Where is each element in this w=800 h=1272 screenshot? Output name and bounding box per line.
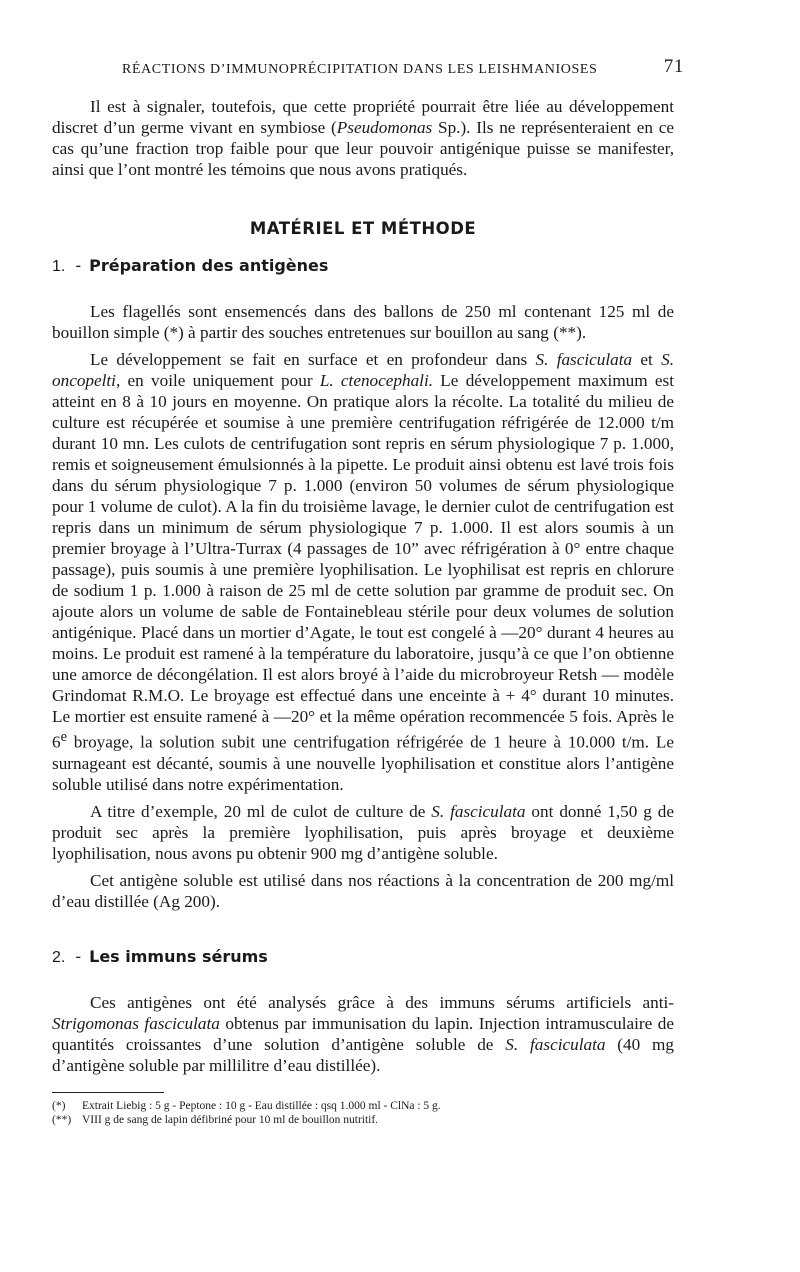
subsection-heading-1: 1. - Préparation des antigènes	[52, 256, 329, 275]
footnote-rule	[52, 1092, 164, 1093]
footnote-1: (*) Extrait Liebig : 5 g - Peptone : 10 g - Eau distillée : qsq 1.000 ml - ClNa : 5 g.	[52, 1099, 441, 1112]
body-text	[52, 96, 674, 1127]
running-title: RÉACTIONS D’IMMUNOPRÉCIPITATION DANS LES LEISHMANIOSES	[122, 62, 598, 77]
footnote-2: (**) VIII g de sang de lapin défibriné pour 10 ml de bouillon nutritif.	[52, 1113, 379, 1126]
page-number: 71	[663, 56, 684, 77]
subsection-heading-2: 2. - Les immuns sérums	[52, 946, 268, 966]
paragraph-flagellates: Les flagellés sont ensemencés dans des ballons de 250 ml contenant 125 ml de bouillon simple (*) à partir des souches entretenues sur bouillon au sang (**).	[52, 302, 674, 342]
paragraph-development: Le développement se fait en surface et en profondeur dans S. fasciculata et S. oncopelti, en voile uniquement pour L. ctenocephali. Le développement maximum est atteint en 8 à 10 jours en moyenne. On pratique alors la récolte. La totalité du milieu de culture est récupérée et soumise à une première centrifugation réfrigérée de 12.000 t/m durant 10 mn. Les culots de centrifugation sont repris en sérum physiologique 7 p. 1.000, remis et soigneusement émulsionnés à la pipette. Le produit ainsi obtenu est lavé trois fois dans du sérum physiologique 7 p. 1.000 (environ 50 volumes de sérum physiologique pour 1 volume de culot). A la fin du troisième lavage, le dernier culot de centrifugation est repris dans un minimum de sérum physiologique 7 p. 1.000. Il est alors soumis à un premier broyage à l’Ultra-Turrax (4 passages de 10” avec réfrigération à 0° entre chaque passage), puis soumis à une première lyophilisation. Le lyophilisat est repris en chlorure de sodium 1 p. 1.000 à raison de 25 ml de cette solution par gramme de produit sec. On ajoute alors un volume de sable de Fontainebleau stérile pour deux volumes de solution antigénique. Placé dans un mortier d’Agate, le tout est congelé à —20° durant 4 heures au moins. Le produit est ramené à la température du laboratoire, jusqu’à ce que l’on obtienne une amorce de décongélation. Il est alors broyé à l’aide du microbroyeur Retsh — modèle Grindomat R.M.O. Le broyage est effectué dans une enceinte à + 4° durant 10 minutes. Le mortier est ensuite ramené à —20° et la même opération recommencée 5 fois. Après le 6e broyage, la solution subit une centrifugation réfrigérée de 1 heure à 10.000 t/m. Le surnageant est décanté, soumis à une nouvelle lyophilisation et constitue alors l’antigène soluble utilisé dans notre expérimentation.	[52, 350, 674, 794]
paragraph-concentration: Cet antigène soluble est utilisé dans nos réactions à la concentration de 200 mg/ml d’eau distillée (Ag 200).	[52, 870, 674, 911]
paragraph-example: A titre d’exemple, 20 ml de culot de culture de S. fasciculata ont donné 1,50 g de produit sec après la première lyophilisation, puis après broyage et deuxième lyophilisation, nous avons pu obtenir 900 mg d’antigène soluble.	[52, 801, 674, 863]
section-title: MATÉRIEL ET MÉTHODE	[249, 219, 477, 238]
paragraph-immune-sera: Ces antigènes ont été analysés grâce à des immuns sérums artificiels anti-Strigomonas fasciculata obtenus par immunisation du lapin. Injection intramusculaire de quantités croissantes d’une solution d’antigène soluble de S. fasciculata (40 mg d’antigène soluble par millilitre d’eau distillée).	[52, 992, 674, 1075]
intro-paragraph: Il est à signaler, toutefois, que cette propriété pourrait être liée au développement discret d’un germe vivant en symbiose (Pseudomonas Sp.). Ils ne représenteraient en ce cas qu’une fraction trop faible pour que leur pouvoir antigénique puisse se manifester, ainsi que l’ont montré les témoins que nous avons pratiqués.	[52, 97, 674, 179]
